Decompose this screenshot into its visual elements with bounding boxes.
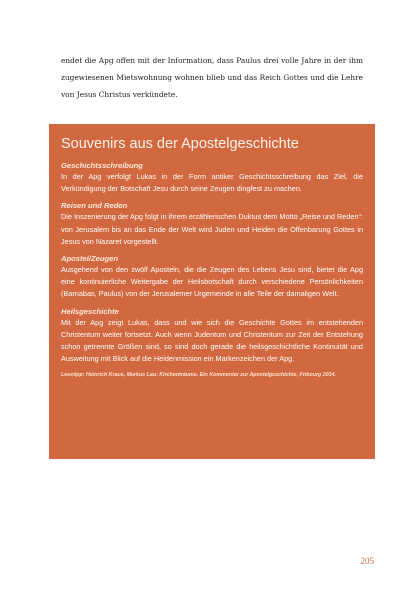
section-heading: Heilsgeschichte bbox=[61, 306, 119, 316]
page-number: 205 bbox=[360, 556, 374, 566]
box-title: Souvenirs aus der Apostelgeschichte bbox=[61, 136, 299, 152]
box-section bbox=[61, 200, 363, 248]
reading-tip: Lesetipp: Heinrich Kraus, Markus Lau: Kirchenträume. Ein Kommentar zur Apostelgeschichte, Fribourg 2014. bbox=[61, 372, 337, 379]
box-section bbox=[61, 306, 363, 366]
intro-paragraph: endet die Apg offen mit der Information, dass Paulus drei volle Jahre in der ihm zugewiesenen Mietswohnung wohnen blieb und das Reich Gottes und die Lehre von Jesus Christus verkündete. bbox=[61, 56, 363, 99]
info-box bbox=[49, 124, 375, 459]
section-heading: Geschichtsschreibung bbox=[61, 161, 143, 170]
section-heading: Reisen und Reden bbox=[61, 201, 128, 211]
section-text: Ausgehend von den zwölf Aposteln, die die Zeugen des Lebens Jesu sind, bietet die Apg eine kontinuierliche Weitergabe der Heilsbotschaft durch verschiedene Persönlichkeiten (Barnabas, Paulus) von der Jerusalemer Urgemeinde in alle Teile der damaligen Welt. bbox=[61, 265, 363, 299]
section-text: Mit der Apg zeigt Lukas, dass und wie sich die Geschichte Gottes im entstehenden Christentum weiter fortsetzt. Auch wenn Judentum und Christentum zur Zeit der Entstehung schon getrennte Größen sind, so sind doch gerade die heilsgeschichtliche Kontinuität und Ausweitung mit Blick auf die Heidenmission ein Markenzeichen der Apg. bbox=[61, 317, 363, 364]
section-text: Die Inszenierung der Apg folgt in ihrem erzählerischen Duktus dem Motto „Reise und Reden“: von Jerusalem bis an das Ende der Welt wird Juden und Heiden die Offenbarung Gottes in Jesus von Nazaret vorgestellt. bbox=[61, 212, 363, 246]
box-section bbox=[61, 160, 363, 195]
section-heading: Apostel/Zeugen bbox=[61, 254, 118, 264]
section-text: In der Apg verfolgt Lukas in der Form antiker Geschichtsschreibung das Ziel, die Verkündigung der Botschaft Jesu durch seine Zeugen dingfest zu machen. bbox=[61, 172, 363, 194]
box-section bbox=[61, 253, 363, 301]
